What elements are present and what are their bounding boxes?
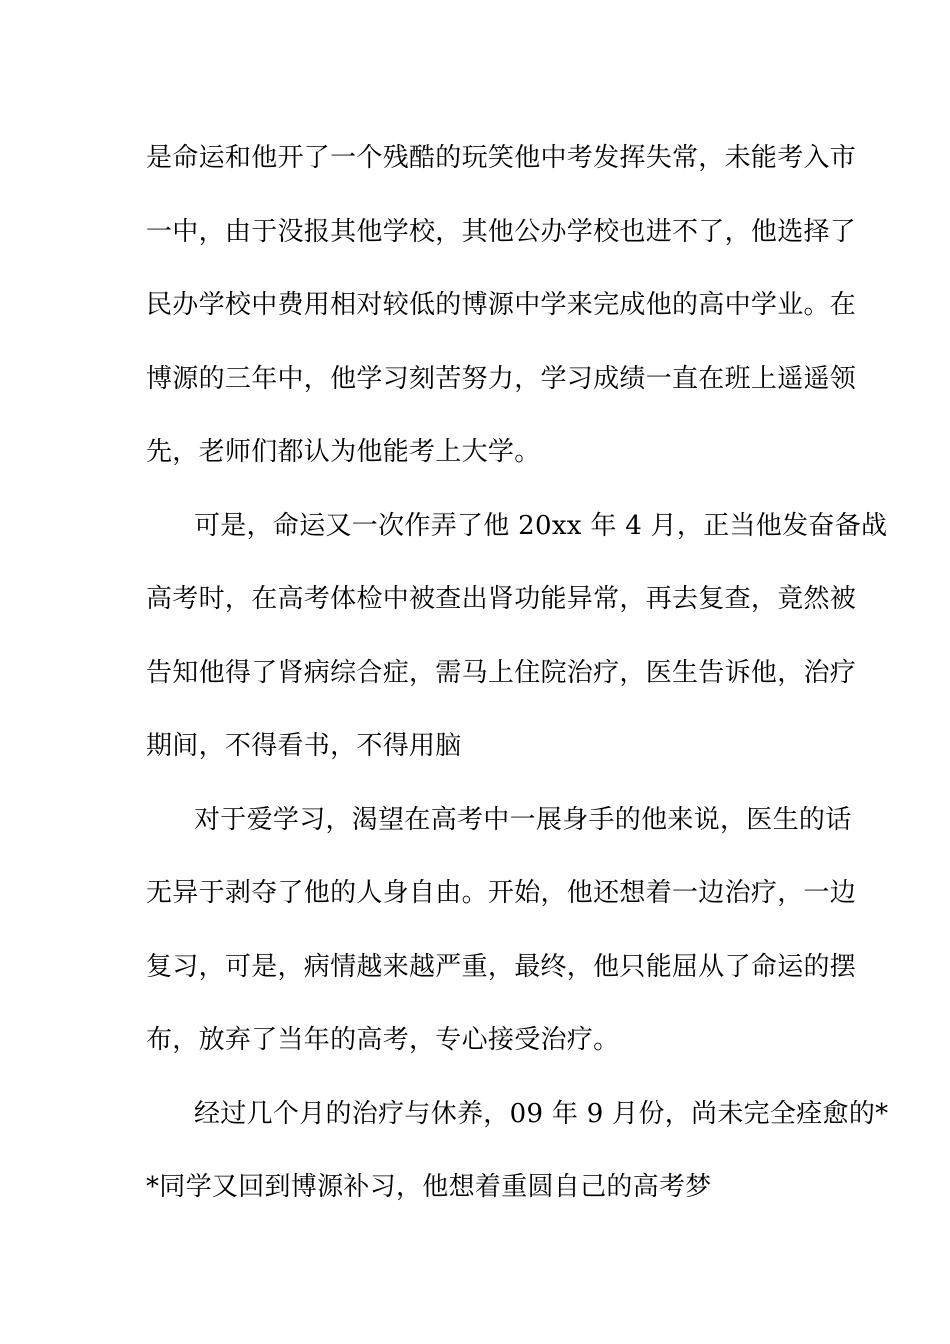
paragraph-3: [146, 790, 857, 1084]
text-line: 是命运和他开了一个残酷的玩笑他中考发挥失常，未能考入市: [146, 143, 857, 173]
text-line: 无异于剥夺了他的人身自由。开始，他还想着一边治疗，一边: [146, 878, 857, 908]
text-line: 复习，可是，病情越来越严重，最终，他只能屈从了命运的摆: [146, 951, 857, 982]
text-line: 高考时，在高考体检中被查出肾功能异常，再去复查，竟然被: [146, 584, 857, 614]
text-line: 布，放弃了当年的高考，专心接受治疗。: [146, 1025, 620, 1055]
text-line: 可是，命运又一次作弄了他 20xx 年 4 月，正当他发奋备战: [194, 510, 888, 541]
text-line: 期间，不得看书，不得用脑: [146, 731, 462, 761]
text-line: 告知他得了肾病综合症，需马上住院治疗，医生告诉他，治疗: [146, 657, 857, 688]
document-body: [146, 128, 889, 1231]
text-line: 先，老师们都认为他能考上大学。: [146, 437, 541, 467]
text-line: 经过几个月的治疗与休养，09 年 9 月份，尚未完全痊愈的*: [194, 1098, 889, 1129]
text-line: 民办学校中费用相对较低的博源中学来完成他的高中学业。在: [146, 290, 857, 320]
text-line: 对于爱学习，渴望在高考中一展身手的他来说，医生的话: [194, 804, 852, 835]
paragraph-2: [146, 496, 888, 790]
paragraph-1: [146, 128, 857, 496]
text-line: 一中，由于没报其他学校，其他公办学校也进不了，他选择了: [146, 216, 857, 247]
paragraph-4: [146, 1084, 889, 1231]
text-line: 博源的三年中，他学习刻苦努力，学习成绩一直在班上遥遥领: [146, 363, 857, 394]
text-line: *同学又回到博源补习，他想着重圆自己的高考梦: [146, 1172, 712, 1202]
